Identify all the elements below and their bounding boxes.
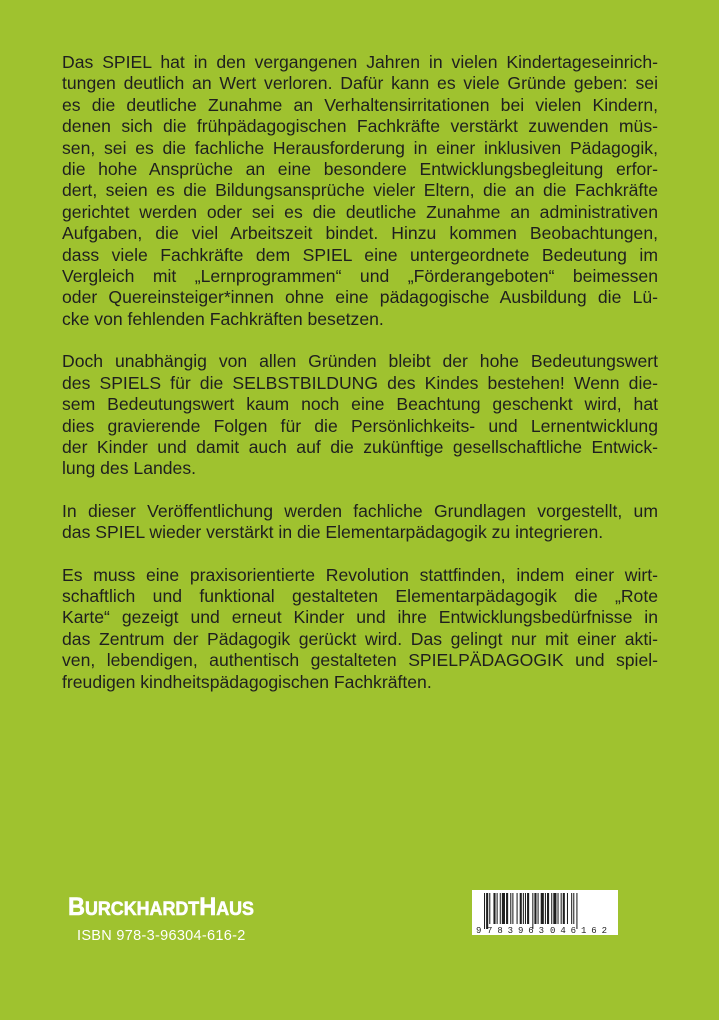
paragraph-2 xyxy=(62,351,658,479)
barcode-bar xyxy=(576,893,577,929)
barcode-bar xyxy=(506,893,508,924)
publisher-logo xyxy=(68,891,258,921)
barcode-bar xyxy=(502,893,505,924)
text-line: gerichtet werden oder sei es die deutliche Zunahme an administrativen xyxy=(62,201,658,222)
barcode-bar xyxy=(489,893,490,924)
paragraph-1 xyxy=(62,52,658,330)
barcode-bar xyxy=(497,893,498,924)
text-line: sen, sei es die fachliche Herausforderung in einer inklusiven Pädagogik, xyxy=(62,137,658,158)
paragraph-4 xyxy=(62,565,658,693)
barcode-bar xyxy=(541,893,544,924)
barcode-bar xyxy=(500,893,501,924)
barcode-bar xyxy=(517,893,518,924)
barcode-bar xyxy=(558,893,559,924)
text-line: tungen deutlich an Wert verloren. Dafür kann es viele Gründe geben: sei xyxy=(62,73,658,94)
barcode-bar xyxy=(523,893,524,924)
text-line: sem Bedeutungswert kaum noch eine Beachtung geschenkt wird, hat xyxy=(62,394,658,415)
barcode-bar xyxy=(571,893,572,924)
publisher-logo-graphic xyxy=(68,891,258,921)
text-line: das Zentrum der Pädagogik gerückt wird. Das gelingt nur mit einer akti- xyxy=(62,628,658,649)
text-line: die hohe Ansprüche an eine besondere Entwicklungsbegleitung erfor- xyxy=(62,159,658,180)
barcode-bar xyxy=(538,893,539,924)
barcode-digits-left: 783963 xyxy=(487,926,544,935)
barcode-bar xyxy=(551,893,552,924)
text-line: Es muss eine praxisorientierte Revolution stattfinden, indem einer wirt- xyxy=(62,564,658,585)
text-line: es die deutliche Zunahme an Verhaltensirritationen bei vielen Kindern, xyxy=(62,94,658,115)
text-line: Doch unabhängig von allen Gründen bleibt der hohe Bedeutungswert xyxy=(62,351,658,372)
barcode-bar xyxy=(547,893,549,924)
text-line: ven, lebendigen, authentisch gestalteten SPIELPÄDAGOGIK und spiel- xyxy=(62,650,658,671)
text-line: freudigen kindheitspädagogischen Fachkräften. xyxy=(62,671,432,692)
text-line: Karte“ gezeigt und erneut Kinder und ihre Entwicklungsbedürfnisse in xyxy=(62,607,658,628)
isbn-label: ISBN 978-3-96304-616-2 xyxy=(77,928,246,944)
barcode-bar xyxy=(553,893,556,924)
barcode-bar xyxy=(510,893,511,924)
barcode-bar xyxy=(512,893,513,924)
barcode-bar xyxy=(525,893,526,924)
barcode-digit-prefix: 9 xyxy=(476,926,482,935)
barcode-bar xyxy=(484,893,485,929)
paragraph-3 xyxy=(62,501,658,544)
barcode-bars xyxy=(484,893,577,929)
text-line: dert, seien es die Bildungsansprüche vieler Eltern, die an die Fachkräfte xyxy=(62,180,658,201)
text-line: dies gravierende Folgen für die Persönlichkeits- und Lernentwicklung xyxy=(62,415,658,436)
text-line: des SPIELS für die SELBSTBILDUNG des Kindes bestehen! Wenn die- xyxy=(62,372,658,393)
barcode-bar xyxy=(561,893,562,924)
text-line: Vergleich mit „Lernprogrammen“ und „Förderangeboten“ beimessen xyxy=(62,266,658,287)
publisher-wordmark: BURCKHARDTHAUS xyxy=(68,893,257,921)
text-line: denen sich die frühpädagogischen Fachkräfte verstärkt zuwenden müs- xyxy=(62,116,658,137)
text-line: Aufgaben, die viel Arbeitszeit bindet. Hinzu kommen Beobachtungen, xyxy=(62,223,658,244)
barcode-bar xyxy=(532,893,533,929)
text-line: In dieser Veröffentlichung werden fachliche Grundlagen vorgestellt, um xyxy=(62,500,658,521)
barcode-bar xyxy=(573,893,574,924)
text-line: cke von fehlenden Fachkräften besetzen. xyxy=(62,308,384,329)
barcode-bar xyxy=(527,893,529,924)
barcode-bar xyxy=(493,893,495,924)
barcode-bar xyxy=(534,893,536,924)
barcode-bar xyxy=(545,893,546,924)
barcode-bar xyxy=(567,893,568,924)
text-line: lung des Landes. xyxy=(62,458,197,479)
text-line: schaftlich und funktional gestalteten Elementarpädagogik die „Rote xyxy=(62,585,658,606)
barcode-bar xyxy=(486,893,488,929)
text-line: dass viele Fachkräfte dem SPIEL eine untergeordnete Bedeutung im xyxy=(62,244,658,265)
barcode-bar xyxy=(563,893,565,924)
text-line: oder Quereinsteiger*innen ohne eine pädagogische Ausbildung die Lü- xyxy=(62,287,658,308)
barcode-bar xyxy=(520,893,522,924)
text-line: das SPIEL wieder verstärkt in die Elementarpädagogik zu integrieren. xyxy=(62,522,604,543)
barcode-graphic xyxy=(472,890,618,935)
barcode xyxy=(472,890,618,935)
text-line: der Kinder und damit auch auf die zukünftige gesellschaftliche Entwick- xyxy=(62,436,658,457)
text-line: Das SPIEL hat in den vergangenen Jahren in vielen Kindertageseinrich- xyxy=(62,52,658,72)
barcode-digits-right: 046162 xyxy=(550,926,607,935)
back-cover-text xyxy=(62,52,658,714)
